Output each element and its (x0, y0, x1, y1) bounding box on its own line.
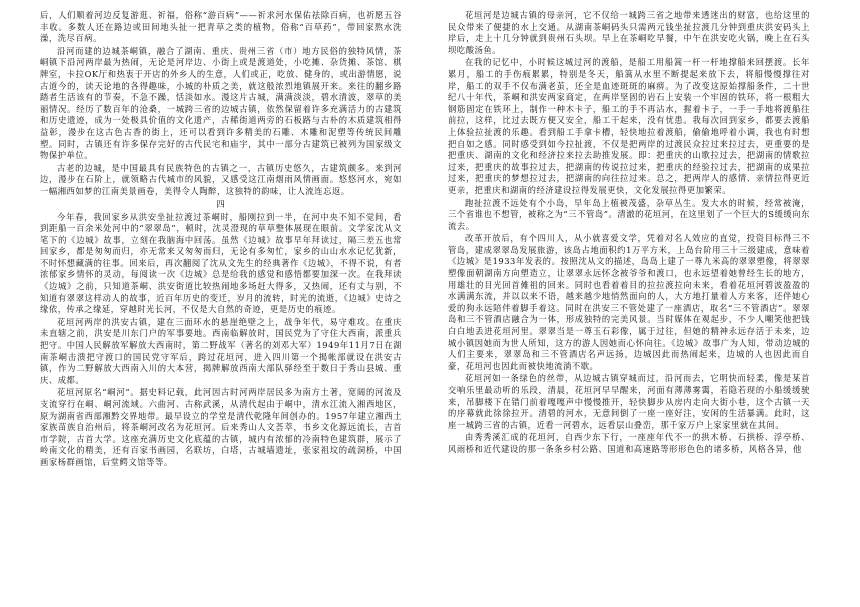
section-number: 四 (216, 199, 226, 210)
paragraph: 由秀秀溪汇成的花垣河，自西少东下行，一座座年代不一的拱木桥、石拱桥、浮亭桥、风雨桥和近代建设的那一条条乡村公路、国道和高速路等形形色色的诸多桥，风格各异，他 (448, 432, 810, 454)
right-column (448, 10, 810, 600)
left-column (40, 10, 402, 600)
paragraph: 跑扯拉渡不远处有个小岛，早年岛上植被茂盛，杂草丛生。发大水的时候，经常被淹，三个省谁也不想管，被称之为“三不管岛”。清澈的花垣河，在这里划了一个巨大的S缓缓向东流去。 (448, 197, 810, 231)
paragraph: 花垣河两岸的洪安古镇，建在三面环水的悬崖绝壁之上，战争年代，易守难攻。在重庆未直辖之前，洪安是川东门户的军事要地。西南临解放时，国民党为了守住大西南，派重兵把守。中国人民解放军解放大西南时，第二野战军（著名的刘邓大军）1949年11月7日在湖南茶峒击溃把守渡口的国民党守军后，跨过花垣河，进入四川第一个揭帐部就设在洪安古镇，作为二野解放大西南入川的大本营，揭牌解放西南大部队驿经至于数日于秀山县城、重庆、成都。 (40, 316, 402, 385)
left-paragraphs-a (40, 10, 402, 198)
paragraph: 花垣河是边城古镇的母亲河，它不仅给一城跨三省之地带来透迷出的财富，也给这里的民众带来了便捷的水上交通。从湖南茶峒码头只需两元钱坐扯拉渡几分钟到重庆洪安码头上岸后，走上十几分钟就到贵州石头坝。早上在茶峒吃早餐，中午在洪安吃火锅，晚上在石头坝吃酸汤鱼。 (448, 10, 810, 55)
document-page (40, 10, 830, 600)
paragraph: 在我的记忆中，小时候这城过河的渡船，是船工用船篙一杆一杆地撑船来回摆渡。长年累月，船工的手伤痕累累，特别是冬天，船篙从水里不断提起来放下去，将船慢慢撑往对岸，船工的双手不仅布满老茧，还全是血迹斑斑的麻痹。为了改变这原始撑船条件，二十世纪八十年代，茶峒和洪安两家商定，在两岸坚固的岩石上安装一个牢固的铁环，将一根粗大钢筋固定在铁环上，制作一种木卡子，船工的手不再沾水，握着卡子，一手一手地将渡船往前拉，这样，比过去既方便又安全，船工干起来，没有忧患。我每次回到家乡，都要去渡船上体验拉扯渡的乐趣。看到船工手拿卡槽，轻快地拉着渡船，偷偷地呼着小调，我也有时想把自如之感。同时感受到如今拉扯渡，不仅是把两岸的过渡民众拉过来拉过去，更重要的是把重庆、湖南的文化和经济拉来拉去助推发展。即：把重庆的山歌拉过去，把湖南的情歌拉过来，把重庆的故事拉过去，把湖南的传说拉过来，把重庆的经验拉过去，把湖南的成果拉过来，把重庆的梦想拉过去，把湖南的向往拉过来。总之，把两岸人的感情、亲情拉得更近更亲，把重庆和湖南的经济建设拉得发展更快，文化发展拉得更加繁荣。 (448, 57, 810, 195)
paragraph: 改革开放后，有个四川人，从小就喜爱文学，凭着对名人效应的直觉，投资目标得三不管岛，建成翠翠岛发展旅游，该岛占地面积约1万平方米，上岛台阶用三十三级建成，意味着《边城》是1933年发表的。按照沈从文的描述，岛岛上建了一尊九米高的翠翠塑像，将翠翠塑像面朝湖南方向塑造立，让翠翠永远怀念被爷爷和渡口，也永远望着她曾经生长的地方，用雄壮的目光回首傩祖的回来。同时也看着着目的拉拉渡拉向未来，看着花垣河碧波盈盈的水满满东流，并以以来不语，越来越少地悄然面向的人，大方地打量着人方来客，还伴她心爱的狗永远陪伴着脚手着这。同时在洪安三不管处建了一座酒店，取名“三不管酒店”。翠翠岛和三不管酒店融合为一体，形成独特的完美风景。当时媒体在观起步，不少人嘲笑他把钱白白地丢进花垣河里。翠翠当是一尊玉石彩像，属于过往，但她的精神永远存活于未来，边城小镇因她而为世人所知，这方的游人因她而心怀向往。《边城》故事广为人知，带动边城的人们主要来，翠翠岛和三不管酒店名声远扬，边城因此而热闹起来，边城的人也因此而自豪，花垣河也因此而被快地流淌不歇。 (448, 233, 810, 371)
paragraph: 后，人们顺着河边反复游逛、祈福，俗称“游百病”——祈求河水保佑祛除百病，也祈愿五谷丰收。多数人还在路边或田间地头扯一把青草之类的植物，俗称“百草药”，带回家熬水洗澡，洗尽百病。 (40, 10, 402, 44)
paragraph: 沿河而建的边城茶峒镇，融合了湖南、重庆、贵州三省（市）地方民俗的独特风情，茶峒镇下沿河两岸最为热闹，无论是河岸边、小街上或是渡道处，小吃摊、杂货摊、茶馆、棋牌室，卡拉OK厅和热衷于开店的外乡人的生意，人们或正，吃放、健身的，或出游情愿，说古道今的，读天论地的各得趣味，小城的朴质之美，就这般浓烈地镇展开来。来往的翻乡路踏者生活该有的节奏，不急不躁，恬淡如水。漫这片古城，满满淡淡，碧水清波，翠草的美丽情况。经历了数百年的沧桑，一城跨三省的边城古镇，依然保留着许多充满活力的古建筑和历史遗迹，成为一处极具价值的文化遗产，古稀街道两旁的石板路与古朴的木质建筑相得益彰，漫步在这古色古香的街上，还可以看到许多精美的石雕、木雕和泥塑等传统民间雕塑。同时，古镇还有许多保存完好的古代民宅和庙宇，其中一部分古建筑已被列为国家级文物保护单位。 (40, 45, 402, 161)
paragraph: 今年春，我回家乡从洪安坐扯拉渡过茶峒时，船刚拉到一半，在河中央不知不觉间，看到距船一百余米处河中的“翠翠岛”，顿时，沈灵澄现的草草整体展现在眼前。文学家沈从文笔下的《边城》故事，立刻在我脑海中回荡。虽然《边城》故事早年拜读过，隔三差五也常回家乡，都是匆匆而归，亦无常来又匆匆而归，无论有多匆忙，家乡的山山水水记忆犹新，不时怀想藏满的往事。回来后，再次翻阅了沈从文先生的经典著作《边城》，不得不说，有者浓郁家乡情怀的灵动，每阅读一次《边城》总是给我的感觉和感悟都要加深一次。在我拜读《边城》之前，只知道茶峒、洪安街道比较热闹地多场赶大得多，又热闹，还有丈与别，不知道有翠翠这样动人的故事，近百年历史的变迁，岁月的流转，时光的流逝，《边城》史诗之缘依，传承之缘延，穿越时光长河，不仅是大自然的奇迹，更是历史的痕迹。 (40, 211, 402, 315)
paragraph: 古老的边城，是中国最具有民族特色的古镇之一，古镇历史悠久，古建筑颇多。来到河边，漫步在石阶上，就领略古代城市的风貌，又感受这江南烟雨风情画面。悠悠河水，宛如一幅湘西如梦的江南美景画卷，美得令人陶醉，这独特的韵味，让人流连忘返。 (40, 162, 402, 196)
right-paragraphs (448, 10, 810, 456)
paragraph: 花垣河如一条绿色的丝带，从边城古镇穿城而过，沿河而去，它明快而轻柔，像是某首交响乐里最动听的乐段，清晨，花垣河早早醒来，河面有薄薄雾霭，若隐若现的小船缓缓驶来，吊脚楼下在错门前着嘎嘎声中慢慢推开，轻快脚步从房内走向大街小巷，这个古镇一天的序幕就此徐徐拉开。清碧的河水，无意间倒了一座一座好注，安闲的生活暴满。此时，这座一城跨三省的古镇，近看一河碧水，远看层山叠峦，那千家万户上家家里就在其间。 (448, 373, 810, 430)
left-paragraphs-b (40, 212, 402, 469)
paragraph: 花垣河原名“峒河”。据史料记载，此河因古时河两岸居民多为南方土著，宽阔的河流及支流穿行在峒、峒河流域。六曲河、古称武溪，从清代起由于峒中，清水江流入湘西地区，原为湖南省西部湘黔交界地带。最早设立的学堂是清代乾隆年间创办的。1957年建立湘西土家族苗族自治州后，将茶峒河改名为花垣河。后来秀山人文荟萃，书乡文化源远流长，吉首市学院，古首大学。这座充满历史文化底蕴的古镇，城内有浓郁的冷南特色建筑群，展示了岭南文化的精美，还有百家书画园，名联坊，白塔，古城墙遗址，张家祖坟的疏洞桥，中国画家杨群画馆，后堂鳄文馆等等。 (40, 387, 402, 467)
